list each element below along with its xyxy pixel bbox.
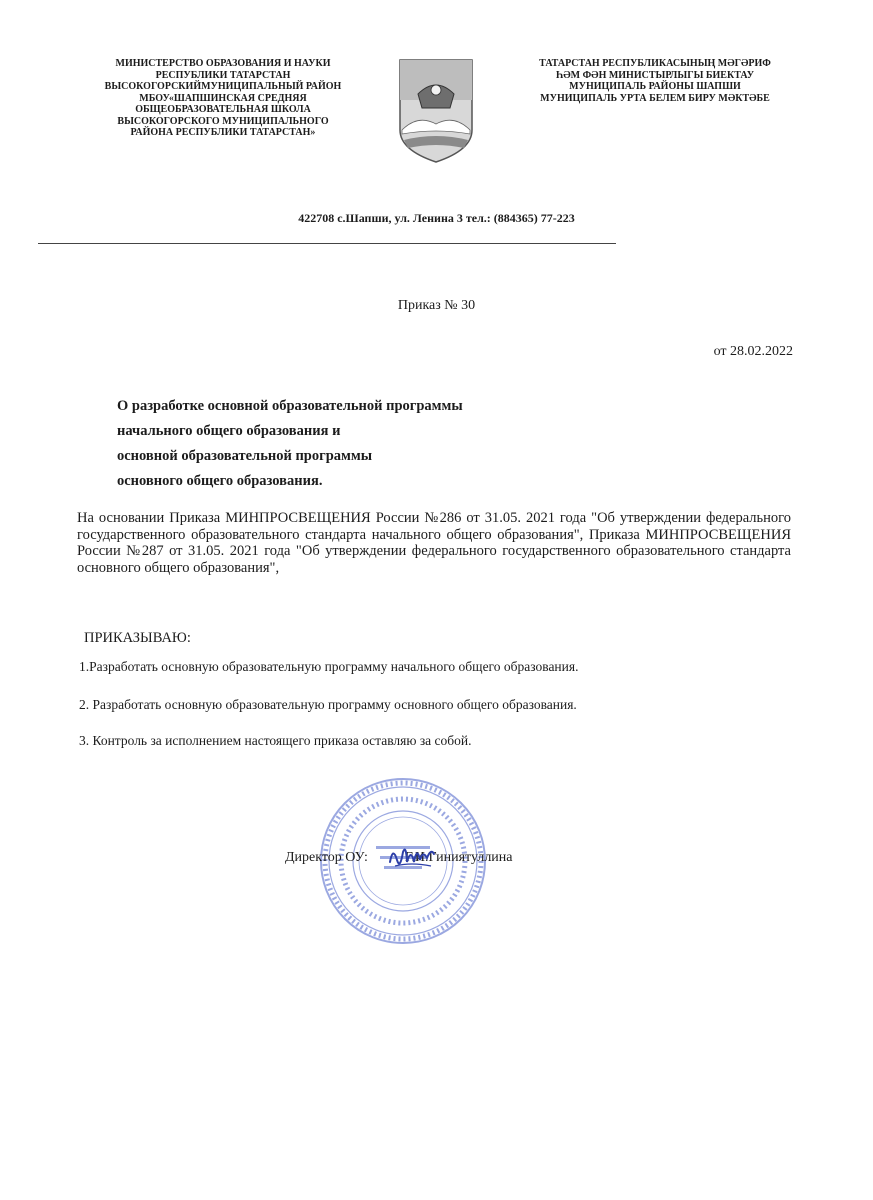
header-line: ТАТАРСТАН РЕСПУБЛИКАСЫНЫҢ МӘГӘРИФ bbox=[539, 58, 771, 69]
subject-line: О разработке основной образовательной программы bbox=[117, 398, 463, 414]
order-subject bbox=[117, 394, 463, 494]
header-line: РАЙОНА РЕСПУБЛИКИ ТАТАРСТАН» bbox=[130, 127, 316, 138]
order-directive: ПРИКАЗЫВАЮ: bbox=[84, 630, 191, 646]
signature-name: Г.И.Гиниятуллина bbox=[404, 850, 513, 865]
header-line: ОБЩЕОБРАЗОВАТЕЛЬНАЯ ШКОЛА bbox=[135, 104, 311, 115]
order-item: 3. Контроль за исполнением настоящего приказа оставляю за собой. bbox=[79, 733, 472, 748]
header-line: МБОУ«ШАПШИНСКАЯ СРЕДНЯЯ bbox=[139, 92, 307, 104]
header-line: МУНИЦИПАЛЬ УРТА БЕЛЕМ БИРУ МӘКТӘБЕ bbox=[540, 92, 770, 104]
subject-line: начального общего образования и bbox=[117, 423, 341, 439]
order-number: Приказ № 30 bbox=[397, 298, 476, 313]
header-line: РЕСПУБЛИКИ ТАТАРСТАН bbox=[155, 69, 291, 81]
signature-title: Директор ОУ: bbox=[285, 850, 368, 865]
header-ministry-tt bbox=[500, 58, 810, 104]
subject-line: основной образовательной программы bbox=[117, 448, 373, 464]
order-date: от 28.02.2022 bbox=[713, 344, 793, 359]
header-line: МИНИСТЕРСТВО ОБРАЗОВАНИЯ И НАУКИ bbox=[115, 58, 331, 69]
header-line: ҺӘМ ФӘН МИНИСТЫРЛЫГЫ БИЕКТАУ bbox=[555, 69, 755, 81]
header-divider bbox=[38, 243, 616, 244]
header-ministry-ru bbox=[78, 58, 368, 139]
subject-line: основного общего образования. bbox=[117, 473, 323, 489]
school-address: 422708 с.Шапши, ул. Ленина 3 тел.: (884365) 77-223 bbox=[298, 211, 575, 225]
header-line: ВЫСОКОГОРСКИЙМУНИЦИПАЛЬНЫЙ РАЙОН bbox=[104, 81, 342, 92]
header-line: ВЫСОКОГОРСКОГО МУНИЦИПАЛЬНОГО bbox=[117, 115, 329, 127]
order-basis-paragraph: На основании Приказа МИНПРОСВЕЩЕНИЯ России №286 от 31.05. 2021 года "Об утверждении федерального государственного образовательного стандарта начального общего образования", Приказа МИНПРОСВЕЩЕНИЯ России №287 от 31.05. 2021 года "Об утверждении федерального государственного образовательного стандарта основного общего образования", bbox=[77, 510, 791, 576]
handwritten-signature-icon bbox=[387, 840, 437, 872]
order-item: 2. Разработать основную образовательную программу основного общего образования. bbox=[79, 697, 577, 712]
coat-of-arms-icon bbox=[398, 58, 474, 164]
order-item: 1.Разработать основную образовательную программу начального общего образования. bbox=[79, 659, 579, 674]
header-line: МУНИЦИПАЛЬ РАЙОНЫ ШАПШИ bbox=[569, 81, 741, 92]
